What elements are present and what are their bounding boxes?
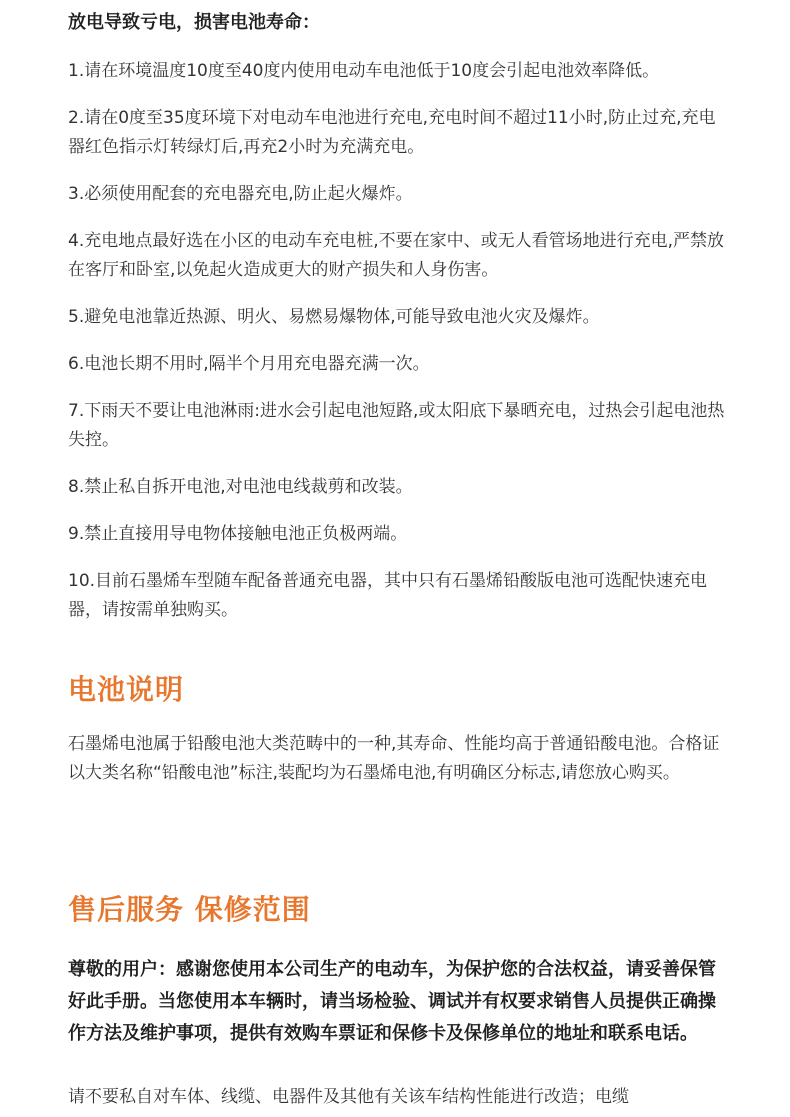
battery-tips-list (68, 57, 732, 643)
battery-description: 石墨烯电池属于铅酸电池大类范畴中的一种,其寿命、性能均高于普通铅酸电池。合格证以大类名称“铅酸电池”标注,装配均为石墨烯电池,有明确区分标志,请您放心购买。 (68, 734, 720, 783)
service-continued-text: 请不要私自对车体、线缆、电器件及其他有关该车结构性能进行改造；电缆 (68, 1087, 629, 1107)
tip-item-2: 2.请在0度至35度环境下对电动车电池进行充电,充电时间不超过11小时,防止过充,充电器红色指示灯转绿灯后,再充2小时为充满充电。 (68, 108, 716, 157)
battery-section-title: 电池说明 (68, 673, 185, 706)
tip-item-4: 4.充电地点最好选在小区的电动车充电桩,不要在家中、或无人看管场地进行充电,严禁放在客厅和卧室,以免起火造成更大的财产损失和人身伤害。 (68, 231, 725, 280)
tip-item-9: 9.禁止直接用导电物体接触电池正负极两端。 (68, 524, 408, 544)
tip-item-7: 7.下雨天不要让电池淋雨:进水会引起电池短路,或太阳底下暴晒充电，过热会引起电池热失控。 (68, 401, 725, 450)
tip-item-5: 5.避免电池靠近热源、明火、易燃易爆物体,可能导致电池火灾及爆炸。 (68, 307, 600, 327)
service-notice: 尊敬的用户：感谢您使用本公司生产的电动车，为保护您的合法权益，请妥善保管好此手册。当您使用本车辆时，请当场检验、调试并有权要求销售人员提供正确操作方法及维护事项，提供有效购车票证和保修卡及保修单位的地址和联系电话。 (68, 959, 716, 1044)
intro-text: 放电导致亏电，损害电池寿命： (68, 12, 320, 33)
tip-item-6: 6.电池长期不用时,隔半个月用充电器充满一次。 (68, 354, 430, 374)
tip-item-8: 8.禁止私自拆开电池,对电池电线裁剪和改装。 (68, 477, 413, 497)
tip-item-10: 10.目前石墨烯车型随车配备普通充电器，其中只有石墨烯铅酸版电池可选配快速充电器，请按需单独购买。 (68, 571, 708, 620)
tip-item-3: 3.必须使用配套的充电器充电,防止起火爆炸。 (68, 184, 413, 204)
service-section-title: 售后服务 保修范围 (68, 893, 311, 926)
tip-item-1: 1.请在环境温度10度至40度内使用电动车电池低于10度会引起电池效率降低。 (68, 61, 660, 81)
